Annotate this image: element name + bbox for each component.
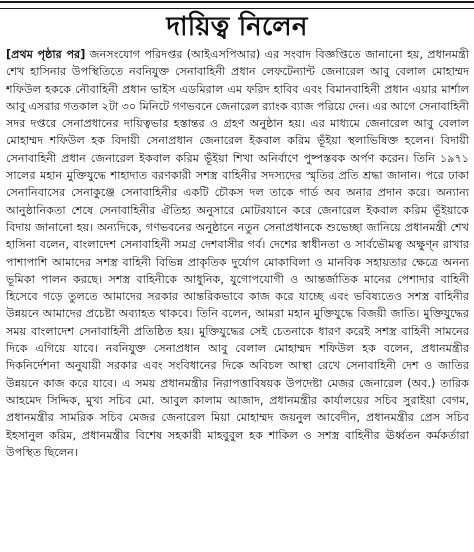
top-rule	[0, 1, 474, 3]
headline: দায়িত্ব নিলেন	[166, 12, 308, 42]
continuation-marker: [প্রথম পৃষ্ঠার পর]	[6, 48, 86, 61]
article-body	[6, 46, 469, 550]
article-text: জনসংযোগ পরিদপ্তর (আইএসপিআর) এর সংবাদ বিজ্ঞপ্তিতে জানানো হয়, প্রধানমন্ত্রী শেখ হাসিনার উপস্থিতিতে নবনিযুক্ত সেনাবাহিনী প্রধান লেফটেন্যান্ট জেনারেল আবু বেলাল মোহাম্মদ শফিউল হককে নৌবাহিনী প্রধান ভাইস এডমিরাল এম ফরিদ হাবিব এবং বিমানবাহিনী প্রধান এয়ার মার্শাল আবু এসরার গতকাল ২টা ৩০ মিনিটে গণভবনে জেনারেল র‍্যাংক ব্যাজ পরিয়ে দেন। এর আগে সেনাবাহিনী সদর দপ্তরে সেনাপ্রধানের দায়িত্বভার হস্তান্তর ও গ্রহণ অনুষ্ঠান হয়। এর মাধ্যমে জেনারেল আবু বেলাল মোহাম্মদ শফিউল হক বিদায়ী সেনাপ্রধান জেনারেল ইকবাল করিম ভূঁইয়া স্থলাভিষিক্ত হলেন। বিদায়ী সেনাবাহিনী প্রধান জেনারেল ইকবাল করিম ভূঁইয়া শিখা অনির্বাণে পুষ্পস্তবক অর্পণ করেন। তিনি ১৯৭১ সালের মহান মুক্তিযুদ্ধে শাহাদাত বরণকারী সশস্ত্র বাহিনীর সদস্যদের স্মৃতির প্রতি শ্রদ্ধা জানান। পরে ঢাকা সেনানিবাসের সেনাকুঞ্জে সেনাবাহিনীর একটি চৌকস দল তাকে গার্ড অব অনার প্রদান করে। অন্যান্য আনুষ্ঠানিকতা শেষে সেনাবাহিনীর ঐতিহ্য অনুসারে মোটরযানে করে জেনারেল ইকবাল করিম ভূঁইয়াকে বিদায় জানানো হয়। অন্যদিকে, গণভবনের অনুষ্ঠানে নতুন সেনাপ্রধানকে শুভেচ্ছা জানিয়ে প্রধানমন্ত্রী শেখ হাসিনা বলেন, বাংলাদেশ সেনাবাহিনী সমগ্র দেশবাসীর গর্ব। দেশের স্বাধীনতা ও সার্বভৌমত্ব অক্ষুণ্ন রাখার পাশাপাশি আমাদের সশস্ত্র বাহিনী বিভিন্ন প্রাকৃতিক দুর্যোগ মোকাবিলা ও মানবিক সহায়তার ক্ষেত্রে অনন্য ভূমিকা পালন করছে। সশস্ত্র বাহিনীকে আধুনিক, যুগোপযোগী ও আন্তর্জাতিক মানের পেশাদার বাহিনী হিসেবে গড়ে তুলতে আমাদের সরকার আন্তরিকভাবে কাজ করে যাচ্ছে এবং ভবিষ্যতেও সশস্ত্র বাহিনীর উন্নয়নে আমাদের প্রচেষ্টা অব্যাহত থাকবে। তিনি বলেন, আমরা মহান মুক্তিযুদ্ধে বিজয়ী জাতি। মুক্তিযুদ্ধের সময় বাংলাদেশ সেনাবাহিনী প্রতিষ্ঠিত হয়। মুক্তিযুদ্ধের সেই চেতনাকে ধারণ করেই সশস্ত্র বাহিনী সামনের দিকে এগিয়ে যাবে। নবনিযুক্ত সেনাপ্রধান আবু বেলাল মোহাম্মদ শফিউল হক বলেন, প্রধানমন্ত্রীর দিকনির্দেশনা অনুযায়ী সরকার এবং সংবিধানের দিকে অবিচল আস্থা রেখে সেনাবাহিনী দেশ ও জাতির উন্নয়নে কাজ করে যাবে। এ সময় প্রধানমন্ত্রীর নিরাপত্তাবিষয়ক উপদেষ্টা মেজর জেনারেল (অব.) তারিক আহমেদ সিদ্দিক, মুখ্য সচিব মো. আবুল কালাম আজাদ, প্রধানমন্ত্রীর কার্যালয়ের সচিব সুরাইয়া বেগম, প্রধানমন্ত্রীর সামরিক সচিব মেজর জেনারেল মিয়া মোহাম্মদ জয়নুল আবেদীন, প্রধানমন্ত্রীর প্রেস সচিব ইহসানুল করিম, প্রধানমন্ত্রীর বিশেষ সহকারী মাহবুবুল হক শাকিল ও সশস্ত্র বাহিনীর ঊর্ধ্বতন কর্মকর্তারা উপস্থিত ছিলেন।	[6, 48, 469, 459]
top-thin-rule	[0, 8, 474, 9]
